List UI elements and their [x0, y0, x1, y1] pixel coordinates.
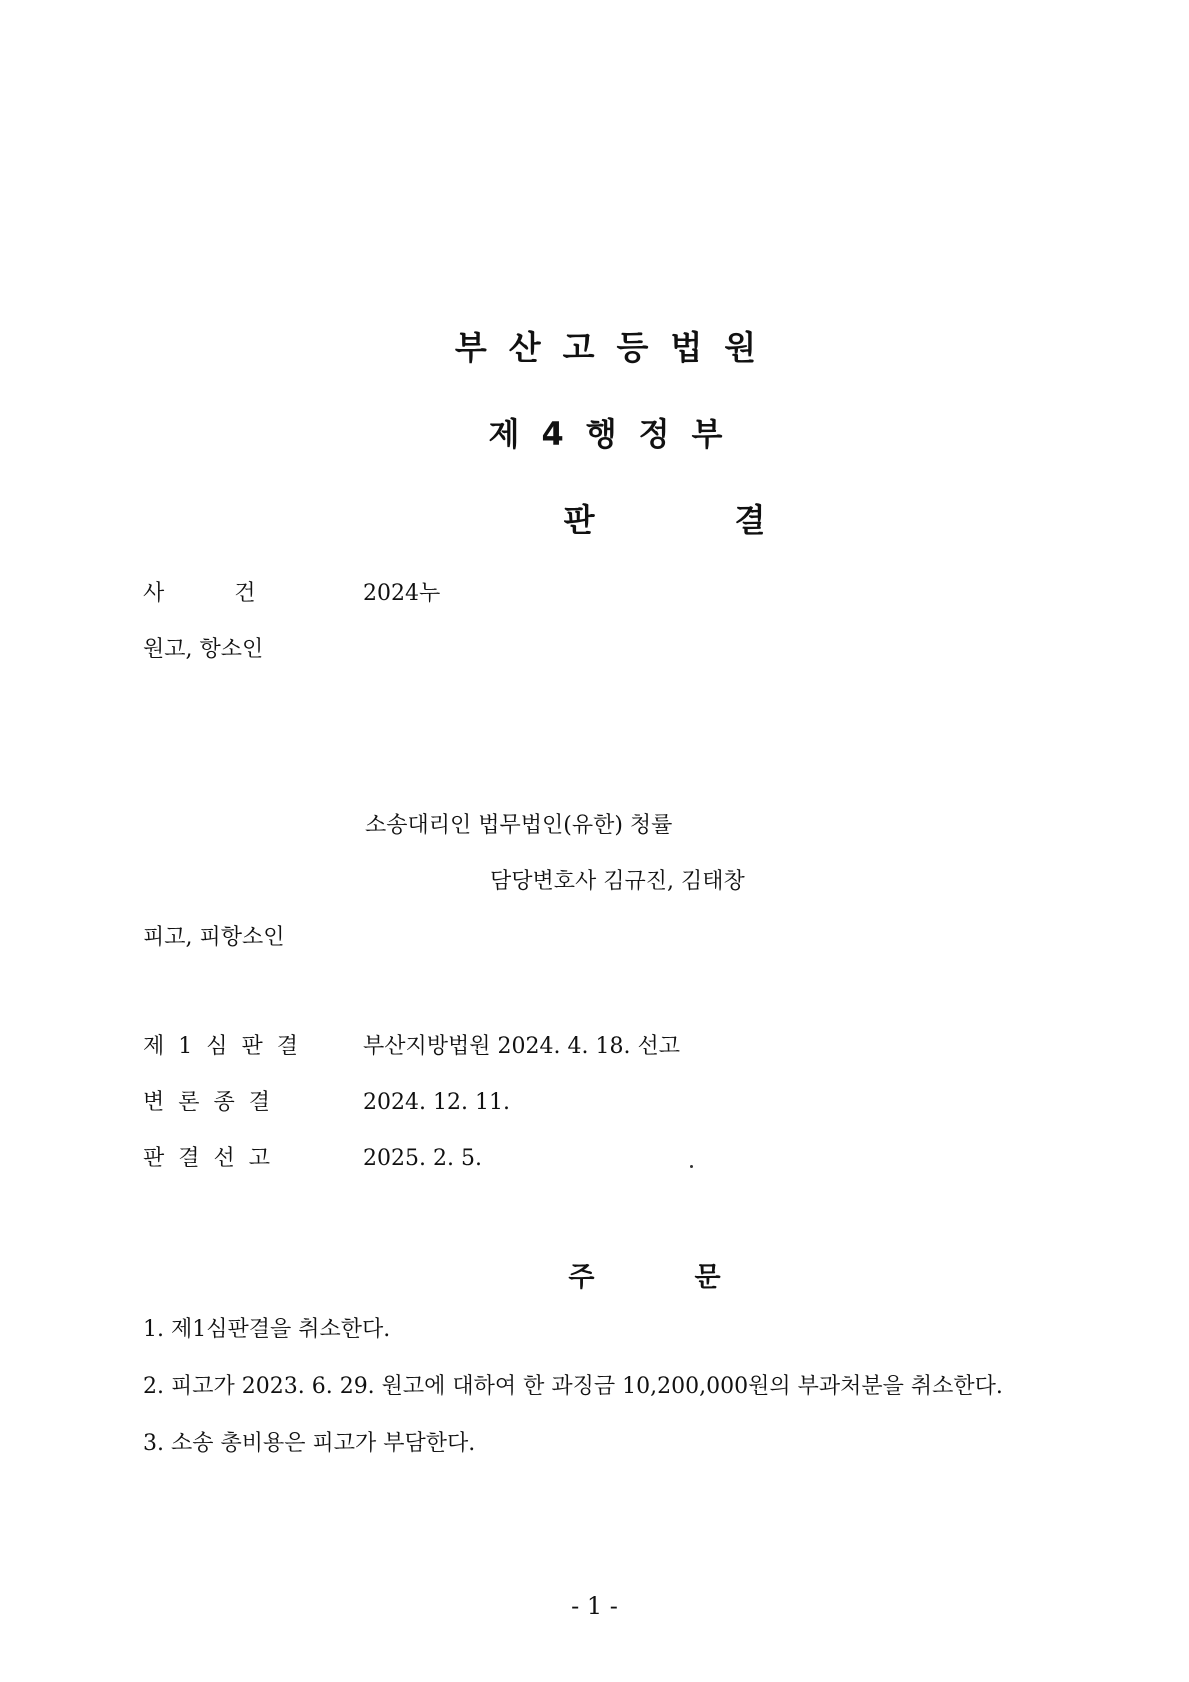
court-name: 부산고등법원 — [454, 328, 779, 367]
sentence-label: 판결선고 — [143, 1146, 285, 1171]
defendant-label: 피고, 피항소인 — [143, 925, 285, 950]
ruling-heading: 주문 — [568, 1262, 821, 1293]
ruling-item: 1. 제1심판결을 취소한다. — [143, 1317, 391, 1342]
closing-label: 변론종결 — [143, 1090, 285, 1115]
case-row — [143, 580, 440, 608]
sentence-value: 2025. 2. 5. — [363, 1146, 482, 1171]
division-name: 제4행정부 — [488, 415, 745, 453]
page-number: - 1 - — [571, 1592, 618, 1620]
closing-row — [143, 1089, 510, 1117]
counsel-line: 소송대리인 법무법인(유한) 청률 — [365, 813, 673, 838]
closing-value: 2024. 12. 11. — [363, 1090, 510, 1115]
ruling-item: 3. 소송 총비용은 피고가 부담한다. — [143, 1431, 476, 1456]
attorneys-line: 담당변호사 김규진, 김태창 — [490, 869, 745, 894]
ruling-item: 2. 피고가 2023. 6. 29. 원고에 대하여 한 과징금 10,200,000원의 부과처분을 취소한다. — [143, 1374, 1003, 1399]
defendant-row — [143, 924, 285, 952]
stray-mark — [690, 1165, 693, 1168]
first-instance-label: 제1심판결 — [143, 1034, 313, 1059]
plaintiff-label: 원고, 항소인 — [143, 637, 264, 662]
case-label: 사건 — [143, 581, 326, 606]
first-instance-value: 부산지방법원 2024. 4. 18. 선고 — [363, 1034, 680, 1059]
first-instance-row — [143, 1033, 680, 1061]
case-number: 2024누 — [363, 581, 441, 606]
document-type: 판결 — [563, 501, 906, 539]
sentence-row — [143, 1145, 482, 1173]
plaintiff-row — [143, 636, 263, 664]
